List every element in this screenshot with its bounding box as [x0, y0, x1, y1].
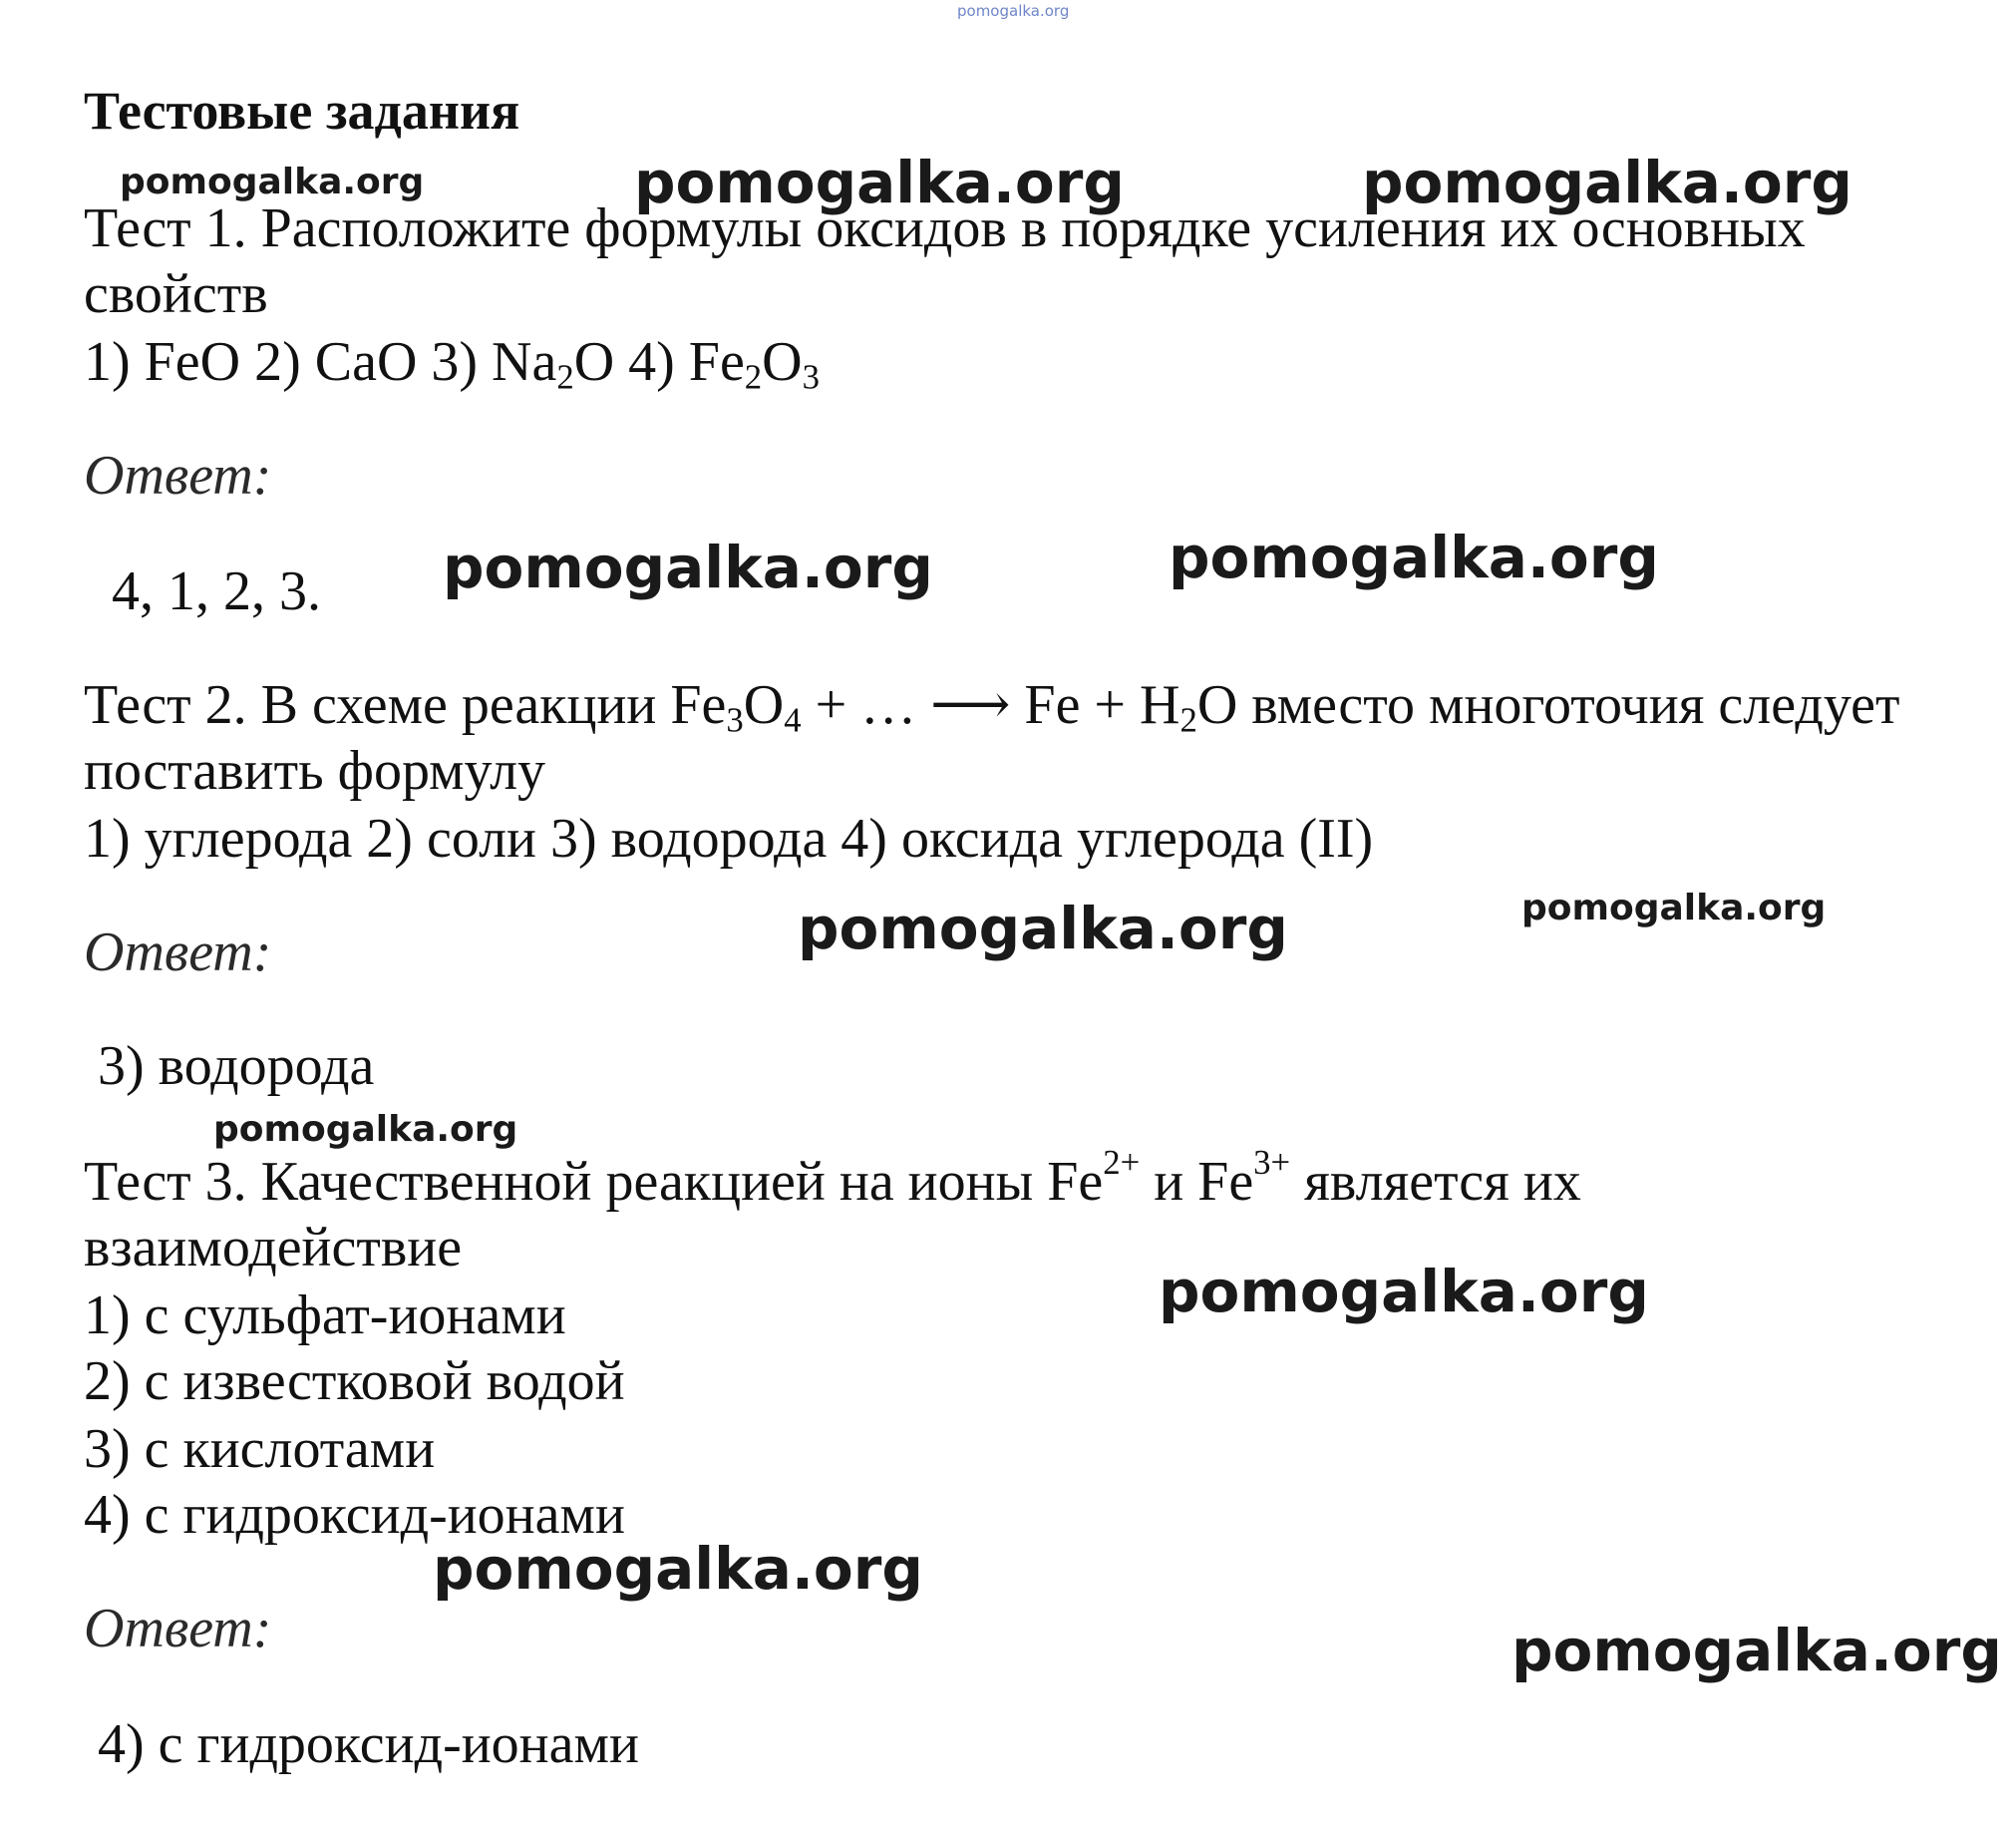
- test3-answer-label: Ответ:: [84, 1598, 272, 1659]
- test3-option-1: 1) с сульфат-ионами: [84, 1284, 566, 1346]
- watermark-top: pomogalka.org: [957, 2, 1070, 20]
- watermark: pomogalka.org: [120, 162, 425, 202]
- watermark: pomogalka.org: [634, 149, 1125, 216]
- watermark: pomogalka.org: [1521, 888, 1827, 928]
- test1-answer: 4, 1, 2, 3.: [112, 560, 321, 622]
- watermark: pomogalka.org: [443, 534, 933, 601]
- test1-question-line2: свойств: [84, 263, 268, 325]
- watermark: pomogalka.org: [1159, 1258, 1649, 1325]
- test1-options: 1) FeO 2) CaO 3) $Na_2O$ 4) $Fe_2O_3$: [84, 331, 820, 397]
- watermark: pomogalka.org: [433, 1535, 923, 1603]
- watermark: pomogalka.org: [1169, 524, 1659, 591]
- test2-options: 1) углерода 2) соли 3) водорода 4) оксида углерода (II): [84, 808, 1374, 870]
- test3-question-line2: взаимодействие: [84, 1217, 463, 1279]
- page-title: Тестовые задания: [84, 81, 520, 141]
- test1-question-line1: Тест 1. Расположите формулы оксидов в порядке усиления их основных: [84, 197, 1806, 259]
- watermark: pomogalka.org: [798, 895, 1288, 962]
- watermark: pomogalka.org: [1512, 1617, 2002, 1684]
- test2-question-line1: Тест 2. В схеме реакции $Fe_3O_4$ + … ⟶ $Fe + H_2O$ вместо многоточия следует: [84, 674, 1900, 740]
- watermark: pomogalka.org: [1362, 149, 1852, 216]
- test3-option-3: 3) с кислотами: [84, 1418, 436, 1480]
- test2-question-line2: поставить формулу: [84, 740, 546, 802]
- test3-question-line1: Тест 3. Качественной реакцией на ионы $Fe^{2+}$ и $Fe^{3+}$ является их: [84, 1142, 1581, 1213]
- test2-answer-label: Ответ:: [84, 921, 272, 983]
- watermark: pomogalka.org: [213, 1109, 518, 1150]
- test3-option-4: 4) с гидроксид-ионами: [84, 1484, 625, 1546]
- test3-option-2: 2) с известковой водой: [84, 1350, 625, 1412]
- test3-answer: 4) с гидроксид-ионами: [98, 1713, 639, 1775]
- test1-answer-label: Ответ:: [84, 445, 272, 507]
- test2-answer: 3) водорода: [98, 1035, 375, 1097]
